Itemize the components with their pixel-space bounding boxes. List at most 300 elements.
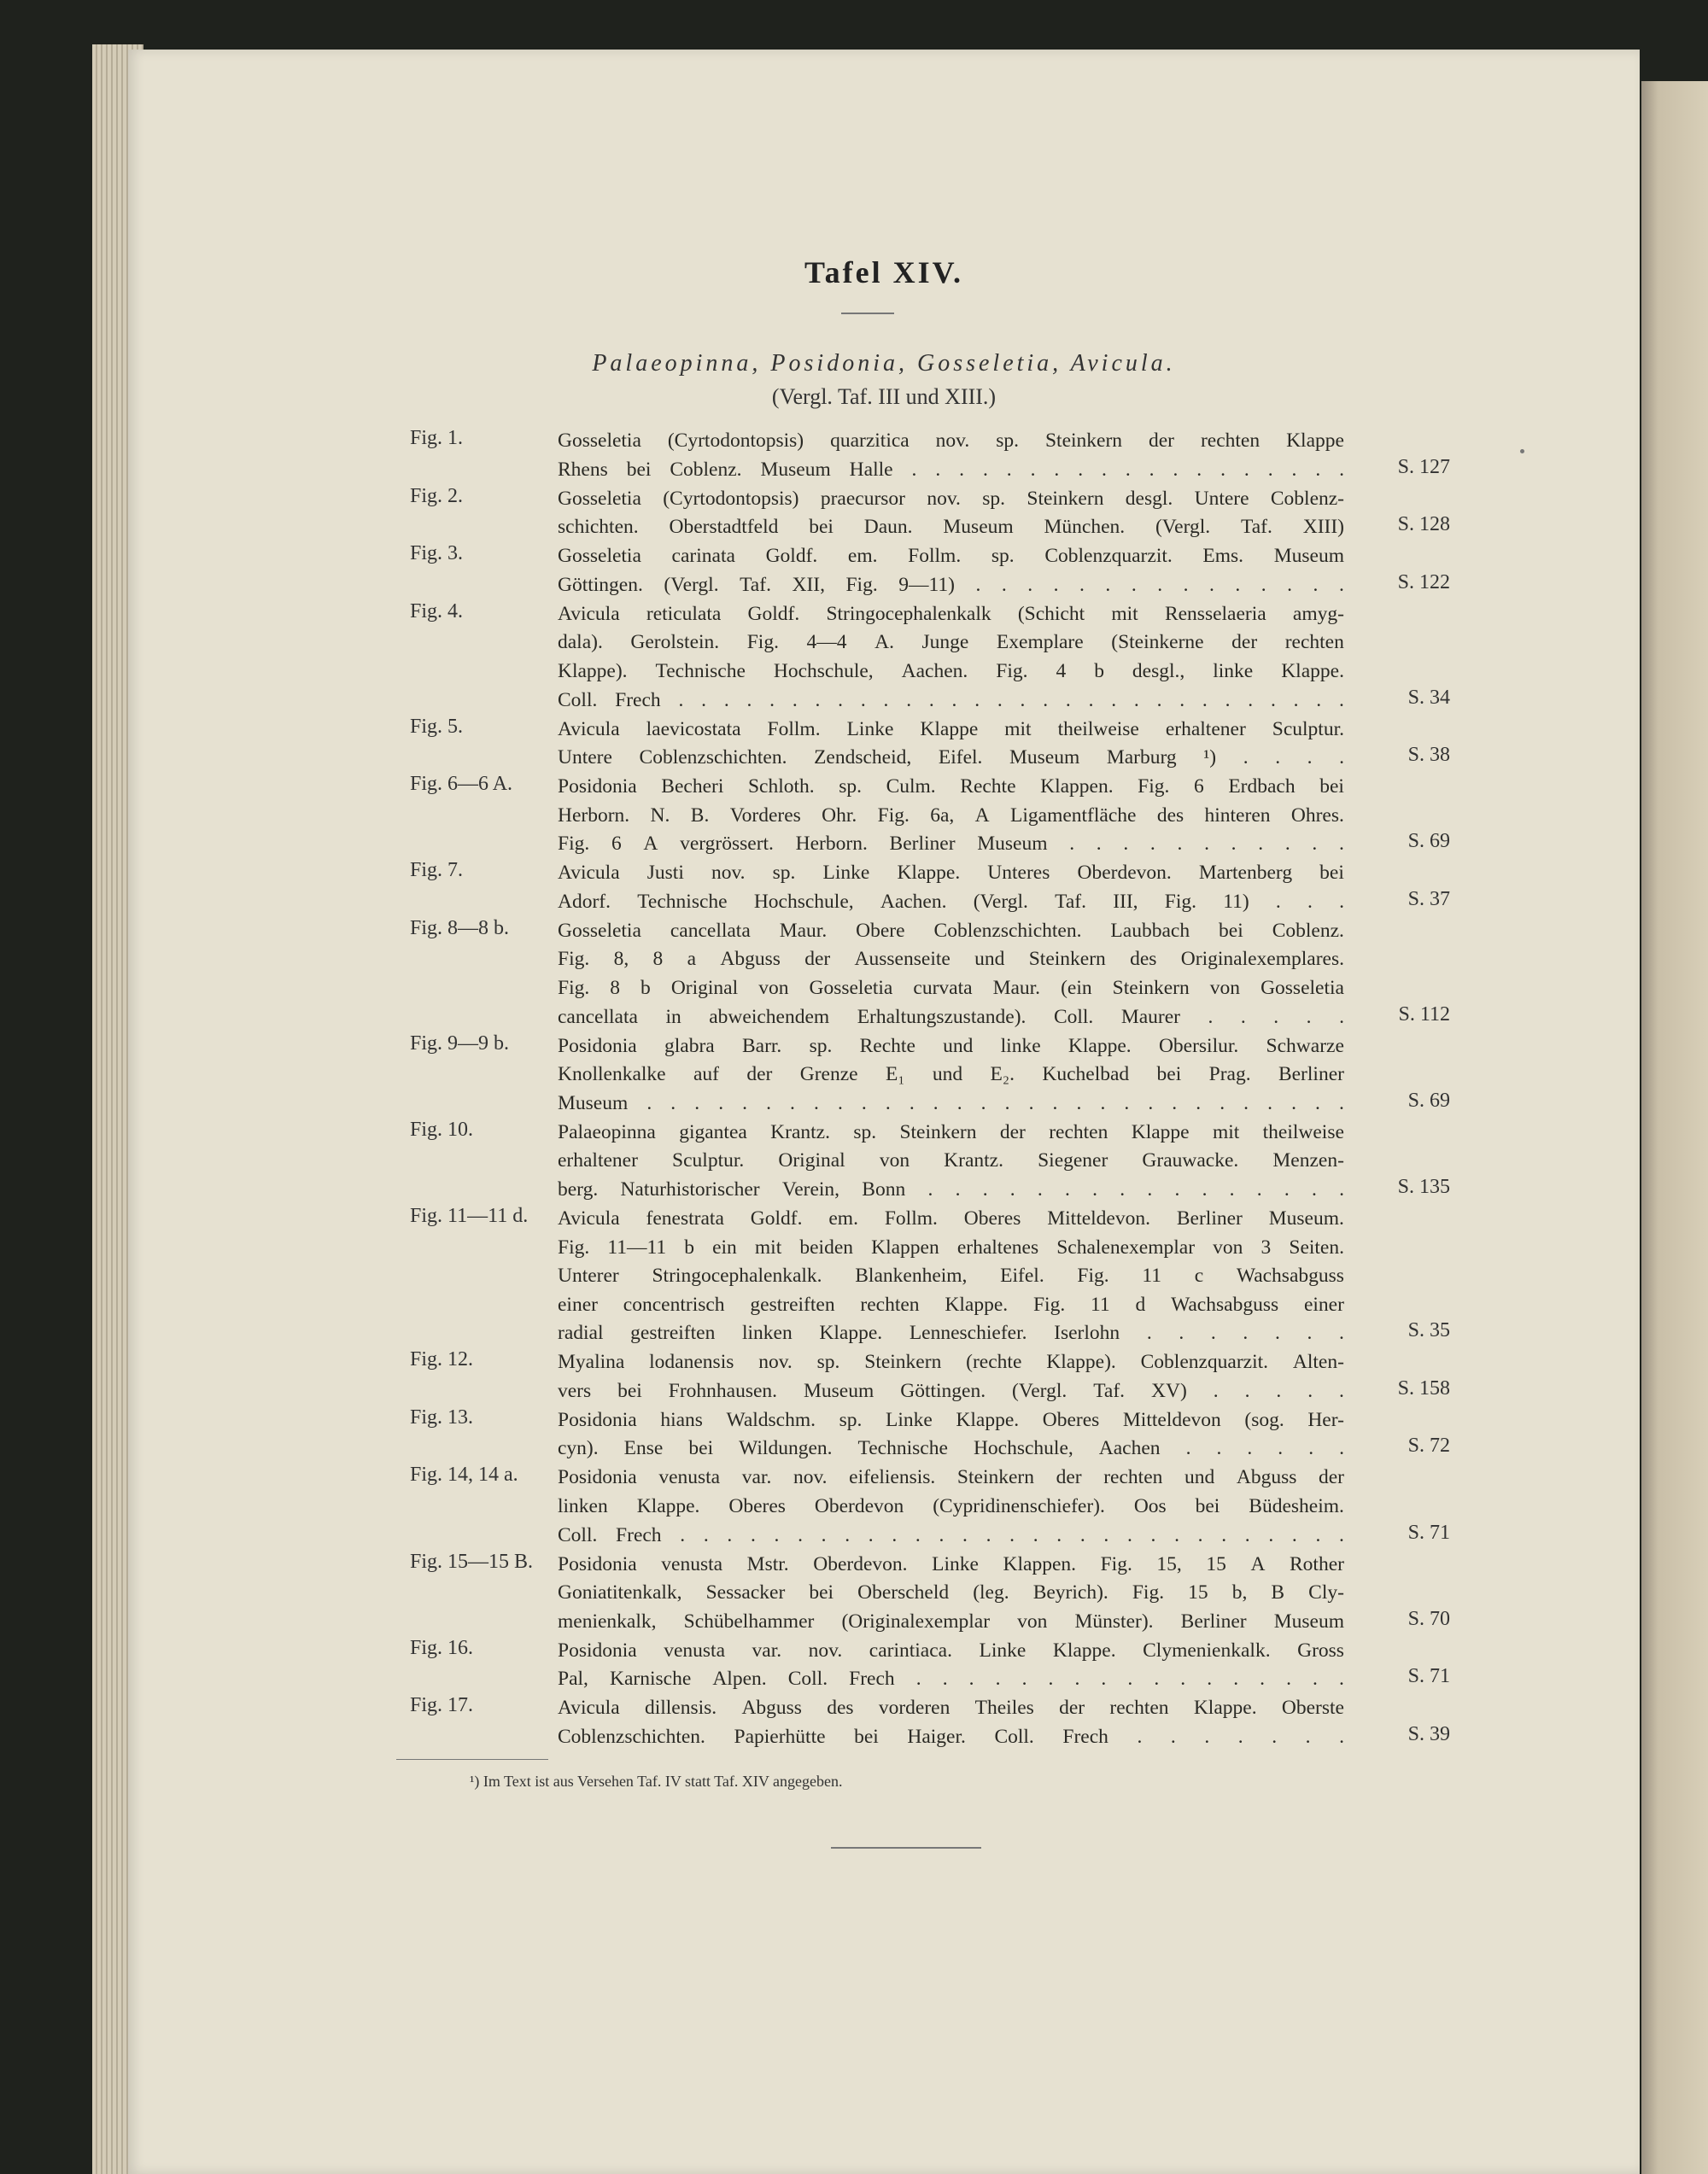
description-line (558, 859, 1344, 888)
word: Oberscheld (857, 1581, 950, 1604)
word: Fig. (1100, 1552, 1132, 1575)
figure-entry (128, 485, 1640, 542)
word: hians (660, 1408, 703, 1431)
word: . (1056, 1523, 1062, 1546)
word: . (1149, 458, 1155, 481)
word: Stringocephalenkalk. (652, 1265, 822, 1288)
word: . (1248, 688, 1254, 711)
word: (Cyrtodontopsis) (667, 430, 804, 452)
word: . (678, 688, 684, 711)
word: sp. (809, 1034, 833, 1057)
word: (Originalexemplar (841, 1610, 991, 1633)
word: nov. (758, 1351, 793, 1374)
figure-entry (128, 1551, 1640, 1637)
word: . (1284, 833, 1290, 856)
word: . (1172, 1091, 1178, 1114)
word: . (1204, 833, 1209, 856)
word: . (928, 688, 934, 711)
word: Schübelhammer (683, 1610, 815, 1633)
word: . (1307, 890, 1313, 913)
page-reference: S. 38 (1407, 744, 1450, 767)
word: reticulata (646, 602, 722, 625)
word: Laubbach (1110, 919, 1190, 942)
word: Theiles (974, 1697, 1034, 1720)
word: . (1267, 1091, 1272, 1114)
word: Schwarze (1266, 1034, 1344, 1057)
word: . (1286, 1668, 1291, 1691)
word: . (1339, 890, 1344, 913)
word: carinata (671, 545, 735, 568)
word: Oberdevon (814, 1495, 904, 1518)
word: . (1306, 1005, 1312, 1028)
figure-number: Fig. 15—15 B. (410, 1550, 534, 1573)
word: Klappe. (956, 1408, 1020, 1431)
word: . (1133, 688, 1139, 711)
word: Fig. (1077, 1265, 1109, 1288)
page-reference: S. 69 (1407, 830, 1450, 853)
word: Gosseletia (809, 977, 893, 1000)
word: Frech (615, 688, 661, 711)
word: . (982, 1178, 988, 1201)
figure-description (558, 1348, 1344, 1406)
word: bei (1156, 1063, 1182, 1086)
word: Coblenz. (670, 458, 742, 481)
word: . (1291, 1523, 1297, 1546)
word: und (1184, 1466, 1215, 1489)
word: Gross (1297, 1639, 1344, 1662)
word: . (1174, 1178, 1180, 1201)
word: . (1030, 458, 1036, 481)
figure-entry (128, 427, 1640, 484)
word: . (1207, 1668, 1213, 1691)
word: cancellata (558, 1005, 638, 1028)
word: Krantz. (944, 1149, 1003, 1172)
word: menienkalk, (558, 1610, 657, 1633)
figure-entry (128, 917, 1640, 1031)
description-line (558, 1435, 1344, 1464)
description-line (558, 1090, 1344, 1119)
word: . (982, 458, 988, 481)
word: Rother (1290, 1552, 1344, 1575)
word: Mstr. (746, 1552, 789, 1575)
page-reference: S. 71 (1407, 1521, 1450, 1544)
word: Wildungen. (739, 1437, 833, 1460)
description-line (558, 571, 1344, 600)
page-reference: S. 37 (1407, 887, 1450, 910)
word: . (1173, 458, 1179, 481)
word: . (1316, 688, 1322, 711)
page-reference: S. 35 (1407, 1319, 1450, 1342)
word: Göttingen. (558, 573, 643, 596)
word: Palaeopinna (558, 1120, 656, 1143)
figure-entry (128, 600, 1640, 715)
description-line (558, 1694, 1344, 1723)
description-line (558, 1637, 1344, 1666)
word: Gerolstein. (630, 631, 720, 654)
description-line (558, 427, 1344, 456)
word: . (1096, 833, 1102, 856)
word: (Cypridinenschiefer). (933, 1495, 1105, 1518)
word: . (1148, 1091, 1154, 1114)
word: Beyrich). (1032, 1581, 1108, 1604)
word: gigantea (679, 1120, 747, 1143)
word: mit (1004, 717, 1032, 740)
word: Marburg (1106, 746, 1177, 769)
word: (Schicht (1017, 602, 1085, 625)
word: bei (1219, 919, 1243, 942)
word: 11 (1091, 1293, 1110, 1316)
word: . (821, 1523, 827, 1546)
page-reference: S. 69 (1407, 1089, 1450, 1112)
word: Oos (1133, 1495, 1167, 1518)
word: . (1202, 688, 1208, 711)
word: . (1124, 1091, 1130, 1114)
word: Coblenzquarzit. (1140, 1351, 1269, 1374)
plate-title: Tafel XIV. (804, 255, 964, 289)
word: lodanensis (649, 1351, 734, 1374)
word: Fig. (877, 804, 910, 827)
word: Myalina (558, 1351, 625, 1374)
description-line (558, 1262, 1344, 1291)
word: Klappe (1131, 1120, 1190, 1143)
word: . (1339, 1178, 1344, 1201)
word: Becheri (661, 775, 724, 798)
figure-number: Fig. 13. (410, 1406, 474, 1429)
word: III, (1113, 890, 1138, 913)
word: Hochschule, (973, 1437, 1073, 1460)
word: . (933, 1091, 939, 1114)
word: sp. (839, 775, 862, 798)
word: . (1272, 1725, 1278, 1748)
word: . (1339, 1725, 1344, 1748)
word: der (804, 948, 831, 971)
word: Culm. (886, 775, 936, 798)
word: schichten. (558, 516, 639, 539)
paper-speck (1520, 449, 1524, 453)
word: . (1111, 688, 1117, 711)
word: . (1338, 833, 1344, 856)
figure-number: Fig. 3. (410, 542, 464, 565)
word: Taf. (1055, 890, 1086, 913)
word: (Cyrtodontopsis) (663, 487, 799, 510)
word: . (845, 1523, 851, 1546)
footnote: ¹) Im Text ist aus Versehen Taf. IV statt Taf. XIV angegeben. (470, 1773, 843, 1790)
word: . (1278, 1437, 1284, 1460)
word: Klappe). (1046, 1351, 1116, 1374)
word: rechten (1200, 430, 1261, 452)
word: . (1204, 1725, 1210, 1748)
word: Blankenheim, (855, 1265, 968, 1288)
word: Bonn (862, 1178, 906, 1201)
word: Adorf. (558, 890, 611, 913)
word: (Vergl. (1012, 1379, 1068, 1402)
word: Gosseletia (1261, 977, 1344, 1000)
word: der (1059, 1697, 1085, 1720)
word: . (703, 1523, 709, 1546)
word: . (1243, 746, 1249, 769)
description-line (558, 716, 1344, 745)
word: . (1267, 458, 1273, 481)
word: Oberes (963, 1207, 1021, 1230)
word: . (1137, 1725, 1143, 1748)
word: bei (626, 458, 652, 481)
word: . (1180, 1668, 1186, 1691)
word: Technische (857, 1437, 948, 1460)
word: Linke (932, 1552, 979, 1575)
figure-entry (128, 542, 1640, 599)
word: . (1020, 688, 1026, 711)
word: Grauwacke. (1142, 1149, 1239, 1172)
word: 8 (610, 977, 621, 1000)
word: von (758, 977, 789, 1000)
description-line (558, 1464, 1344, 1493)
word: theilweise (1262, 1120, 1344, 1143)
word: . (1339, 1379, 1344, 1402)
word: linken (742, 1322, 793, 1345)
description-line (558, 974, 1344, 1003)
word: . (1293, 688, 1299, 711)
word: sp. (816, 1351, 840, 1374)
word: . (1078, 458, 1084, 481)
word: em. (828, 1207, 858, 1230)
word: . (701, 688, 707, 711)
word: Museum (760, 458, 831, 481)
book-page (128, 50, 1640, 2174)
word: . (892, 1523, 898, 1546)
description-line (558, 1205, 1344, 1234)
word: . (1103, 1523, 1109, 1546)
figure-number: Fig. 7. (410, 859, 464, 882)
word: Goldf. (750, 1207, 803, 1230)
description-line (558, 888, 1344, 917)
word: Rechte (960, 775, 1016, 798)
word: Sculptur. (672, 1149, 745, 1172)
word: 6a, (930, 804, 955, 827)
figure-number: Fig. 2. (410, 484, 464, 507)
description-line (558, 600, 1344, 629)
word: . (1338, 1091, 1344, 1114)
word: . (1339, 1437, 1344, 1460)
word: Exemplare (996, 631, 1084, 654)
word: Oberste (1281, 1697, 1344, 1720)
word: . (1079, 1523, 1085, 1546)
word: Fig. (558, 977, 590, 1000)
figure-description (558, 1406, 1344, 1464)
word: 15 (1188, 1581, 1208, 1604)
word: eifeliensis. (849, 1466, 936, 1489)
description-line (558, 1061, 1344, 1090)
word: . (1101, 1668, 1107, 1691)
word: Klappen (871, 1236, 939, 1259)
word: ¹) (1203, 746, 1217, 769)
word: venusta (664, 1639, 726, 1662)
figure-description (558, 1032, 1344, 1119)
word: fenestrata (646, 1207, 724, 1230)
word: . (838, 688, 844, 711)
word: Frech (1062, 1725, 1108, 1748)
word: . (1305, 1725, 1311, 1748)
word: . (1069, 833, 1075, 856)
word: . (1052, 1091, 1058, 1114)
word: . (1339, 1322, 1344, 1345)
word: (leg. (973, 1581, 1009, 1604)
word: Oberes (1042, 1408, 1100, 1431)
word: . (1154, 1668, 1160, 1691)
word: Technische (637, 890, 728, 913)
word: von (879, 1149, 910, 1172)
description-line (558, 1493, 1344, 1522)
word: . (1291, 1091, 1296, 1114)
word: . (1308, 1437, 1314, 1460)
word: Untere (1194, 487, 1249, 510)
word: bei (688, 1437, 714, 1460)
figure-entry (128, 1119, 1640, 1205)
word: . (986, 1523, 991, 1546)
word: rechten (1049, 1120, 1108, 1143)
word: . (1146, 1322, 1152, 1345)
word: sp. (982, 487, 1006, 510)
word: Taf. (1241, 516, 1272, 539)
word: 4—4 (806, 631, 847, 654)
word: Kuchelbad (1042, 1063, 1130, 1086)
word: mit (1111, 602, 1138, 625)
word: quarzitica (830, 430, 910, 452)
description-line (558, 773, 1344, 802)
word: Aachen (1098, 1437, 1161, 1460)
word: . (1216, 1437, 1222, 1460)
word: Posidonia (558, 1408, 637, 1431)
word: Klappe. (1193, 1697, 1257, 1720)
word: Krantz. (770, 1120, 830, 1143)
word: Museum (1273, 1610, 1344, 1633)
word: einer (1303, 1293, 1344, 1316)
word: Steinkern (1112, 977, 1190, 1000)
word: . (1065, 1178, 1070, 1201)
word: Fig. (558, 833, 590, 856)
figure-number: Fig. 12. (410, 1348, 474, 1371)
word: Linke (846, 717, 894, 740)
figure-description (558, 427, 1344, 484)
figure-description (558, 600, 1344, 715)
word: Museum (558, 1091, 629, 1114)
word: Abguss (1236, 1466, 1297, 1489)
word: . (1274, 1322, 1280, 1345)
word: 3 (1261, 1236, 1272, 1259)
word: Daun. (863, 516, 913, 539)
word: Fig. (996, 659, 1028, 682)
facing-page-edge (1641, 81, 1708, 2174)
figure-entry (128, 859, 1640, 916)
word: Aachen. (880, 890, 947, 913)
page-reference: S. 122 (1397, 570, 1450, 593)
word: Verein, (781, 1178, 840, 1201)
word: der (746, 1063, 773, 1086)
word: Coll. (1053, 1005, 1094, 1028)
word: mit (754, 1236, 782, 1259)
word: Klappe. (1068, 1034, 1132, 1057)
word: Naturhistorischer (620, 1178, 760, 1201)
word: b (1094, 659, 1104, 682)
description-line (558, 687, 1344, 716)
word: Linke (979, 1639, 1027, 1662)
word: . (1256, 1178, 1262, 1201)
word: Fig. (558, 1236, 590, 1259)
word: Schalenexemplar (1056, 1236, 1196, 1259)
figure-description (558, 773, 1344, 859)
word: . (1185, 1437, 1191, 1460)
word: . (1260, 1668, 1266, 1691)
word: Schloth. (747, 775, 815, 798)
word: Halle (849, 458, 893, 481)
word: Coblenz- (1270, 487, 1344, 510)
figure-entry (128, 1032, 1640, 1119)
word: Original (670, 977, 739, 1000)
word: B. (690, 804, 710, 827)
figure-number: Fig. 11—11 d. (410, 1204, 529, 1227)
word: Klappe). (558, 659, 628, 682)
word: . (1261, 573, 1266, 596)
word: Goldf. (747, 602, 800, 625)
word: Wachsabguss (1236, 1265, 1344, 1288)
description-line (558, 1579, 1344, 1608)
word: rechten (1103, 1466, 1163, 1489)
word: der (1231, 631, 1258, 654)
word: 8 (652, 948, 664, 971)
word: . (980, 1091, 986, 1114)
word: . (1225, 688, 1231, 711)
word: A (1250, 1552, 1266, 1575)
description-line (558, 1608, 1344, 1637)
word: Coblenzquarzit. (1044, 545, 1173, 568)
description-line (558, 1176, 1344, 1205)
figure-description (558, 485, 1344, 542)
description-line (558, 802, 1344, 831)
page-reference: S. 158 (1397, 1376, 1450, 1400)
word: . (1220, 458, 1225, 481)
word: Obere (856, 919, 905, 942)
word: . (1147, 1178, 1153, 1201)
word: . (1210, 1322, 1216, 1345)
word: Klappen. (1003, 1552, 1077, 1575)
word: . (1028, 1091, 1034, 1114)
word: A. (874, 631, 894, 654)
page-reference: S. 128 (1397, 513, 1450, 536)
word: Fig. (558, 948, 590, 971)
word: Technische (655, 659, 746, 682)
word: . (1043, 688, 1049, 711)
word: Pal, (558, 1668, 588, 1691)
word: . (1079, 573, 1085, 596)
word: Frech (616, 1523, 662, 1546)
word: Berliner (1176, 1207, 1243, 1230)
word: 4 (1056, 659, 1067, 682)
description-line (558, 1348, 1344, 1377)
word: bei (809, 516, 834, 539)
word: Avicula (558, 862, 620, 885)
word: . (911, 458, 917, 481)
figure-description (558, 1205, 1344, 1348)
word: Menzen- (1272, 1149, 1344, 1172)
word: . (1315, 1091, 1320, 1114)
figure-entry (128, 773, 1640, 859)
word: sp. (991, 545, 1015, 568)
word: Iserlohn (1054, 1322, 1120, 1345)
page-reference: S. 70 (1407, 1607, 1450, 1630)
word: . (1284, 1178, 1290, 1201)
word: von (1209, 977, 1241, 1000)
word: . (1235, 573, 1241, 596)
word: c (1194, 1265, 1204, 1288)
